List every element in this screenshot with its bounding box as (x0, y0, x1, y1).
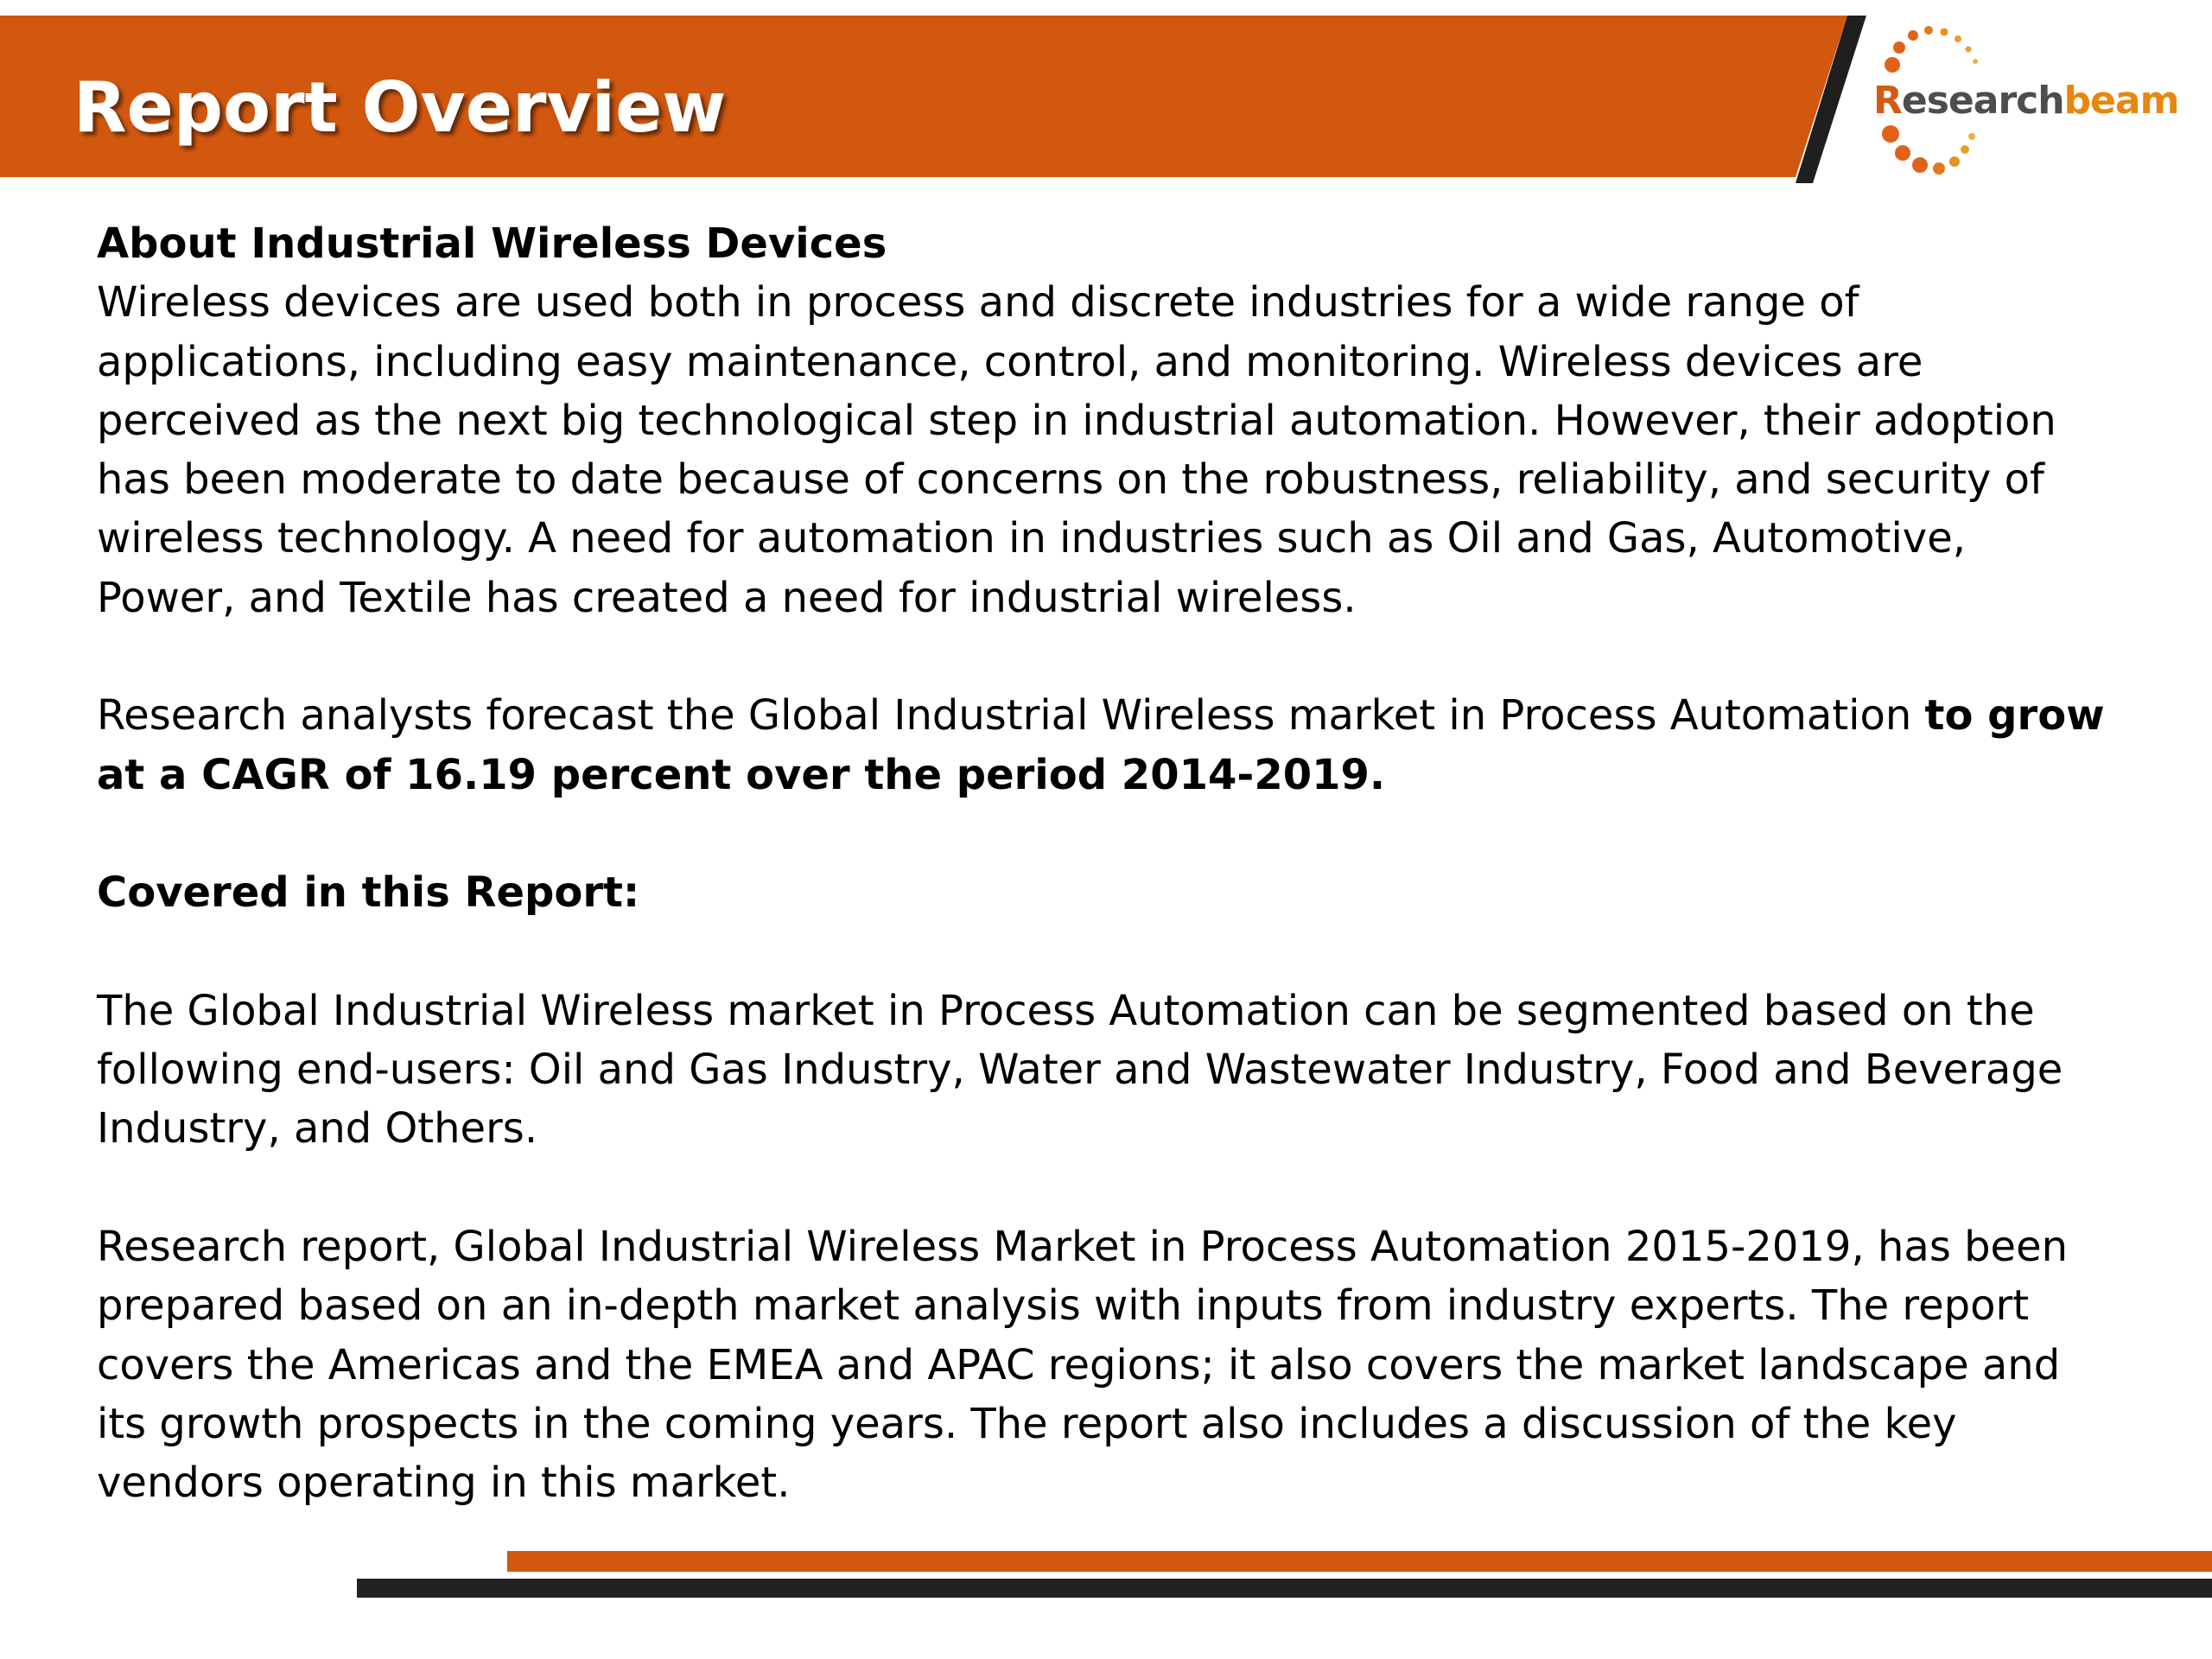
logo-wordmark (1873, 75, 2178, 127)
footer-dark-stripe (357, 1579, 2212, 1598)
segments-paragraph: The Global Industrial Wireless market in Process Automation can be segmented based on the following end-users: Oil and Gas Industry, Water and Wastewater Industry, Food and Beverage Industry, and Others. (97, 986, 2063, 1154)
about-paragraph: Wireless devices are used both in process and discrete industries for a wide range of applications, including easy maintenance, control, and monitoring. Wireless devices are perceived as the next big technological step in industrial automation. However, their adoption has been moderate to date because of concerns on the robustness, reliability, and security of wireless technology. A need for automation in industries such as Oil and Gas, Automotive, Power, and Textile has created a need for industrial wireless. (97, 278, 2056, 622)
section-heading-covered: Covered in this Report: (97, 868, 640, 918)
logo-wordmark-beam: beam (2063, 79, 2179, 123)
logo-wordmark-r: R (1873, 79, 1902, 123)
forecast-lead: Research analysts forecast the Global Industrial Wireless market in Process Automation (97, 691, 1925, 741)
footer-orange-stripe (507, 1551, 2212, 1572)
page-title: Report Overview (73, 67, 727, 148)
researchbeam-logo (1866, 22, 2195, 186)
report-content (97, 214, 2110, 1513)
logo-wordmark-search: esearch (1901, 79, 2064, 123)
forecast-emphasis: to grow at a CAGR of 16.19 percent over the period 2014-2019. (97, 691, 2105, 799)
section-heading-about: About Industrial Wireless Devices (97, 219, 887, 268)
report-paragraph: Research report, Global Industrial Wireless Market in Process Automation 2015-2019, has been prepared based on an in-depth market analysis with inputs from industry experts. The report covers the Americas and the EMEA and APAC regions; it also covers the market landscape and its growth prospects in the coming years. The report also includes a discussion of the key vendors operating in this market. (97, 1223, 2069, 1508)
forecast-paragraph (97, 686, 2110, 804)
